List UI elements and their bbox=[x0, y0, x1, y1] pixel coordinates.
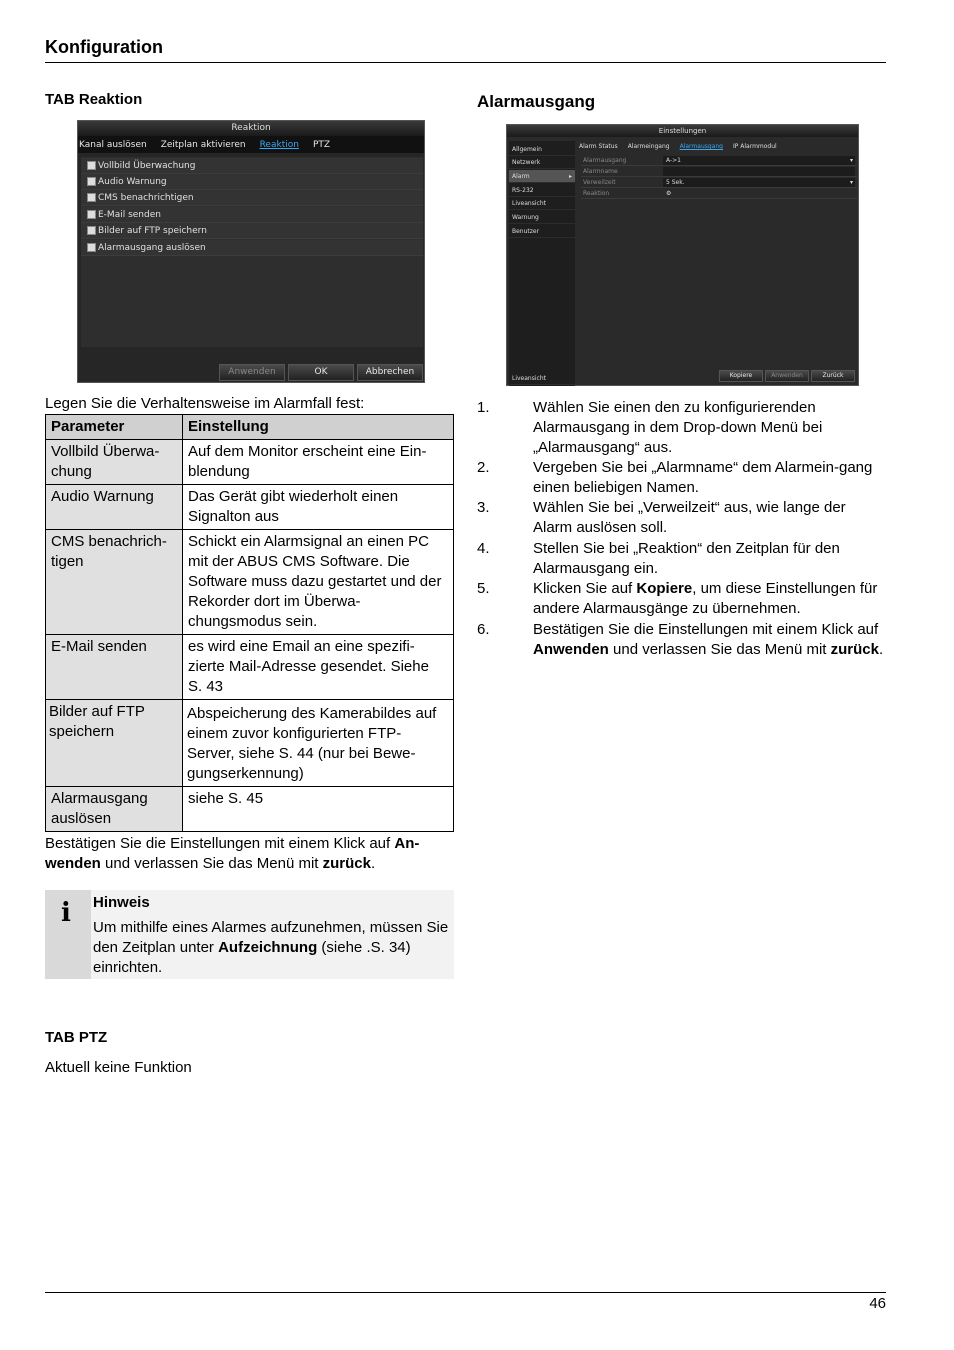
field-reaktion bbox=[581, 189, 857, 199]
copy-button[interactable]: Kopiere bbox=[719, 370, 763, 382]
setting-cell: siehe S. 45 bbox=[183, 787, 454, 832]
apply-button[interactable]: Anwenden bbox=[219, 364, 285, 381]
confirm-text-mid: und verlassen Sie das Menü mit bbox=[100, 855, 323, 872]
sidebar-item-rs232[interactable]: RS-232 bbox=[509, 184, 575, 197]
sidebar-item-netzwerk[interactable]: Netzwerk bbox=[509, 156, 575, 169]
ok-button[interactable]: OK bbox=[288, 364, 354, 381]
parameter-cell: CMS benachrich-tigen bbox=[46, 530, 183, 635]
step-text-mid: und verlassen Sie das Menü mit bbox=[608, 641, 831, 659]
tab-zeitplan-aktivieren[interactable]: Zeitplan aktivieren bbox=[160, 139, 246, 150]
tab-ptz[interactable]: PTZ bbox=[312, 139, 331, 150]
setting-cell: Auf dem Monitor erscheint eine Ein-blendung bbox=[183, 440, 454, 485]
alarmausgang-heading: Alarmausgang bbox=[477, 92, 596, 111]
select-value: A->1 bbox=[666, 157, 681, 164]
page-number: 46 bbox=[869, 1295, 886, 1312]
parameter-cell: Alarmausgang auslösen bbox=[46, 787, 183, 832]
step-bold: Kopiere bbox=[636, 580, 693, 597]
step-number: 6. bbox=[477, 621, 490, 638]
sidebar-item-allgemein[interactable]: Allgemein bbox=[509, 143, 575, 156]
tab-alarmausgang[interactable]: Alarmausgang bbox=[679, 143, 723, 150]
field-alarmausgang bbox=[581, 156, 857, 166]
confirm-apply-bold: An-wenden bbox=[45, 835, 420, 872]
parameter-cell: Vollbild Überwa-chung bbox=[46, 440, 183, 485]
confirm-paragraph bbox=[45, 834, 453, 874]
step-number: 1. bbox=[477, 399, 490, 416]
step-text bbox=[533, 579, 885, 619]
field-label: Alarmname bbox=[583, 168, 618, 175]
table-row bbox=[46, 787, 454, 832]
option-label: E-Mail senden bbox=[98, 209, 161, 220]
confirm-back-bold: zurück bbox=[322, 855, 371, 872]
hint-bold: Aufzeichnung bbox=[218, 939, 318, 956]
reaktion-window-title: Reaktion bbox=[78, 121, 424, 136]
step-number: 4. bbox=[477, 540, 490, 557]
parameter-cell: Audio Warnung bbox=[46, 485, 183, 530]
field-verweilzeit bbox=[581, 178, 857, 188]
page-header-title: Konfiguration bbox=[45, 37, 163, 57]
step-number: 2. bbox=[477, 459, 490, 476]
checkbox[interactable] bbox=[87, 243, 96, 252]
table-header-row bbox=[46, 415, 454, 440]
hint-box bbox=[45, 890, 454, 979]
setting-cell: Das Gerät gibt wiederholt einen Signalton aus bbox=[183, 485, 454, 530]
step-text-pre: Bestätigen Sie die Einstellungen mit einem Klick auf bbox=[533, 621, 879, 638]
option-label: Alarmausgang auslösen bbox=[98, 242, 206, 253]
info-icon: i bbox=[61, 898, 71, 928]
option-row[interactable] bbox=[81, 223, 423, 239]
table-row bbox=[46, 635, 454, 700]
option-label: Audio Warnung bbox=[98, 176, 167, 187]
checkbox[interactable] bbox=[87, 210, 96, 219]
checkbox[interactable] bbox=[87, 226, 96, 235]
select-value: 5 Sek. bbox=[666, 179, 685, 186]
apply-button[interactable]: Anwenden bbox=[765, 370, 809, 382]
field-label: Reaktion bbox=[583, 190, 610, 197]
option-row[interactable] bbox=[81, 240, 423, 256]
setting-cell: es wird eine Email an eine spezifi-zierte Mail-Adresse gesendet. Siehe S. 43 bbox=[183, 635, 454, 700]
tab-alarmeingang[interactable]: Alarmeingang bbox=[627, 143, 670, 150]
reaktion-screenshot bbox=[77, 120, 425, 383]
step-number: 3. bbox=[477, 499, 490, 516]
alarm-tabs bbox=[579, 143, 777, 150]
chevron-right-icon: ▸ bbox=[568, 173, 572, 180]
hint-text-post: (siehe .S. 34) einrichten. bbox=[93, 939, 411, 976]
option-row[interactable] bbox=[81, 190, 423, 206]
table-row bbox=[46, 700, 454, 787]
column-header: Parameter bbox=[46, 415, 183, 440]
parameter-cell: E-Mail senden bbox=[46, 635, 183, 700]
sidebar-item-benutzer[interactable]: Benutzer bbox=[509, 225, 575, 238]
step-text: Vergeben Sie bei „Alarmname“ dem Alarmein-gang einen beliebigen Namen. bbox=[533, 459, 873, 497]
verweilzeit-select[interactable] bbox=[663, 178, 855, 187]
alarmname-input[interactable] bbox=[663, 167, 855, 176]
cancel-button[interactable]: Abbrechen bbox=[357, 364, 423, 381]
sidebar-item-liveansicht-bottom[interactable]: Liveansicht bbox=[509, 372, 575, 385]
hint-text bbox=[93, 918, 451, 978]
reaktion-tabs bbox=[78, 136, 424, 153]
checkbox[interactable] bbox=[87, 193, 96, 202]
setting-cell: Abspeicherung des Kamerabildes auf einem zuvor konfigurierten FTP-Server, siehe S. 44 (nur bei Bewe-gungserkennung) bbox=[183, 700, 454, 787]
checkbox[interactable] bbox=[87, 161, 96, 170]
option-row[interactable] bbox=[81, 174, 423, 190]
hint-title: Hinweis bbox=[93, 894, 150, 911]
parameter-cell: Bilder auf FTP speichern bbox=[46, 700, 183, 787]
option-label: CMS benachrichtigen bbox=[98, 192, 194, 203]
reaktion-gear-icon[interactable]: ⚙ bbox=[666, 190, 672, 197]
option-row[interactable] bbox=[81, 158, 423, 174]
hint-body bbox=[93, 893, 451, 978]
step-text: Wählen Sie bei „Verweilzeit“ aus, wie lange der Alarm auslösen soll. bbox=[533, 499, 846, 537]
table-intro: Legen Sie die Verhaltensweise im Alarmfall fest: bbox=[45, 395, 365, 412]
step-text-pre: Klicken Sie auf bbox=[533, 580, 637, 597]
parameter-table bbox=[45, 414, 454, 832]
column-header: Einstellung bbox=[183, 415, 454, 440]
chevron-down-icon: ▾ bbox=[849, 179, 853, 186]
table-row bbox=[46, 440, 454, 485]
option-row[interactable] bbox=[81, 207, 423, 223]
header-rule bbox=[45, 62, 886, 63]
chevron-down-icon: ▾ bbox=[849, 157, 853, 164]
sidebar-item-warnung[interactable]: Warnung bbox=[509, 211, 575, 224]
step-text: Wählen Sie einen den zu konfigurierenden Alarmausgang in dem Drop-down Menü bei „Alarmausgang“ aus. bbox=[533, 399, 823, 457]
settings-window-title: Einstellungen bbox=[507, 125, 858, 137]
step-bold: Anwenden bbox=[533, 641, 609, 659]
tab-ip-alarmmodul[interactable]: IP Alarmmodul bbox=[732, 143, 777, 150]
back-button[interactable]: Zurück bbox=[811, 370, 855, 382]
tab-reaktion[interactable]: Reaktion bbox=[259, 139, 299, 150]
step-bold-2: zurück bbox=[830, 641, 879, 659]
confirm-text: Bestätigen Sie die Einstellungen mit einem Klick auf bbox=[45, 835, 395, 852]
step-text-post: . bbox=[878, 641, 884, 659]
step-text: Stellen Sie bei „Reaktion“ den Zeitplan für den Alarmausgang ein. bbox=[533, 540, 840, 578]
tab-ptz-text: Aktuell keine Funktion bbox=[45, 1059, 192, 1076]
tab-reaktion-heading: TAB Reaktion bbox=[45, 91, 143, 108]
table-row bbox=[46, 530, 454, 635]
alarmausgang-select[interactable] bbox=[663, 156, 855, 165]
field-label: Verweilzeit bbox=[583, 179, 616, 186]
field-label: Alarmausgang bbox=[583, 157, 627, 164]
hint-text-pre: Um mithilfe eines Alarmes aufzunehmen, müssen Sie den Zeitplan unter bbox=[93, 919, 449, 956]
sidebar-item-alarm[interactable] bbox=[509, 170, 575, 183]
table-row bbox=[46, 485, 454, 530]
option-label: Vollbild Überwachung bbox=[98, 160, 196, 171]
sidebar-item-liveansicht[interactable]: Liveansicht bbox=[509, 197, 575, 210]
step-number: 5. bbox=[477, 580, 490, 597]
sidebar-item-label: Alarm bbox=[512, 173, 530, 180]
hint-icon-column bbox=[45, 890, 91, 979]
tab-ptz-heading: TAB PTZ bbox=[45, 1029, 108, 1046]
field-alarmname bbox=[581, 167, 857, 177]
option-label: Bilder auf FTP speichern bbox=[98, 225, 207, 236]
confirm-text-end: . bbox=[370, 855, 376, 872]
footer-rule bbox=[45, 1292, 886, 1293]
checkbox[interactable] bbox=[87, 177, 96, 186]
alarmausgang-screenshot bbox=[506, 124, 859, 386]
tab-kanal-ausloesen[interactable]: Kanal auslösen bbox=[79, 139, 147, 150]
tab-alarm-status[interactable]: Alarm Status bbox=[579, 143, 618, 150]
setting-cell: Schickt ein Alarmsignal an einen PC mit der ABUS CMS Software. Die Software muss dazu gestartet und der Rekorder dort im Überwa-chungsmodus sein. bbox=[183, 530, 454, 635]
step-text bbox=[533, 620, 885, 660]
step-text-post: , um diese Einstellungen für andere Alarmausgänge zu übernehmen. bbox=[533, 580, 878, 618]
